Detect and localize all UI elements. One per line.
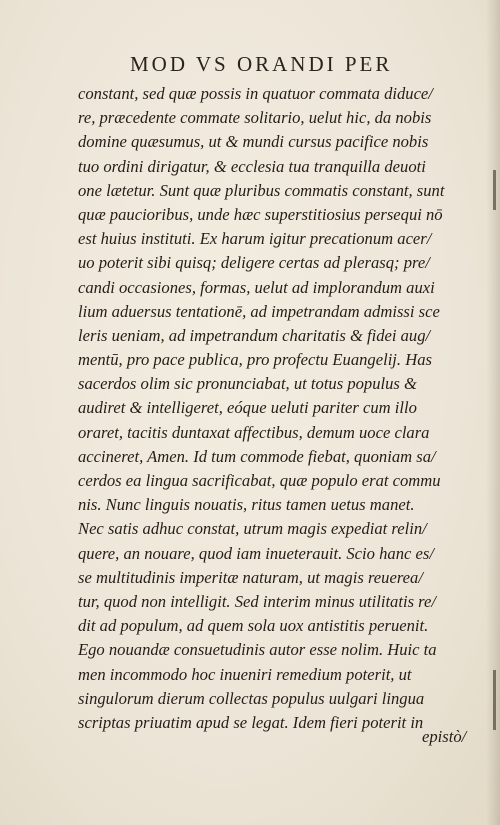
- body-text-block: [78, 82, 478, 735]
- text-line: se multitudinis imperitæ naturam, ut magis reuerea/: [78, 567, 423, 587]
- text-line: accineret, Amen. Id tum commode fiebat, quoniam sa/: [78, 446, 436, 466]
- text-line: lium aduersus tentationē, ad impetrandam admissi sce: [78, 301, 440, 321]
- text-line: men incommodo hoc inueniri remedium poterit, ut: [78, 664, 412, 684]
- running-head: MOD VS ORANDI PER: [130, 52, 393, 76]
- text-line: nis. Nunc linguis nouatis, ritus tamen uetus manet.: [78, 495, 415, 515]
- text-line: domine quæsumus, ut & mundi cursus pacifice nobis: [78, 132, 429, 152]
- text-line: singulorum dierum collectas populus uulgari lingua: [78, 688, 425, 708]
- text-line: uo poterit sibi quisq; deligere certas ad plerasq; pre/: [78, 253, 430, 273]
- text-line: mentū, pro pace publica, pro profectu Euangelij. Has: [78, 350, 432, 370]
- text-line: audiret & intelligeret, eóque ueluti pariter cum illo: [78, 398, 417, 418]
- text-line: leris ueniam, ad impetrandum charitatis & fidei aug/: [78, 325, 431, 345]
- text-line: candi occasiones, formas, uelut ad implorandum auxi: [78, 277, 435, 297]
- text-line: Ego nouandæ consuetudinis autor esse nolim. Huic ta: [78, 640, 437, 660]
- margin-stain: [493, 670, 496, 730]
- text-line: scriptas priuatim apud se legat. Idem fieri poterit in: [78, 712, 424, 732]
- text-line: tuo ordini dirigatur, & ecclesia tua tranquilla deuoti: [78, 156, 426, 176]
- text-line: Nec satis adhuc constat, utrum magis expediat relin/: [78, 519, 427, 539]
- text-line: sacerdos olim sic pronunciabat, ut totus populus &: [78, 374, 417, 394]
- text-line: dit ad populum, ad quem sola uox antistitis peruenit.: [78, 616, 429, 636]
- text-line: quæ paucioribus, unde hæc superstitiosius persequi nō: [78, 204, 443, 224]
- text-line: constant, sed quæ possis in quatuor commata diduce/: [78, 84, 433, 103]
- text-line: tur, quod non intelligit. Sed interim minus utilitatis re/: [78, 591, 436, 611]
- text-line: cerdos ea lingua sacrificabat, quæ populo erat commu: [78, 471, 441, 490]
- catchword: epistò/: [422, 727, 467, 746]
- text-line: one lætetur. Sunt quæ pluribus commatis constant, sunt: [78, 180, 445, 200]
- text-line: oraret, tacitis duntaxat affectibus, demum uoce clara: [78, 422, 430, 442]
- text-line: quere, an nouare, quod iam inueterauit. Scio hanc es/: [78, 543, 434, 563]
- text-line: re, præcedente commate solitario, uelut hic, da nobis: [78, 108, 432, 128]
- text-line: est huius instituti. Ex harum igitur precationum acer/: [78, 229, 432, 249]
- margin-stain: [493, 170, 496, 210]
